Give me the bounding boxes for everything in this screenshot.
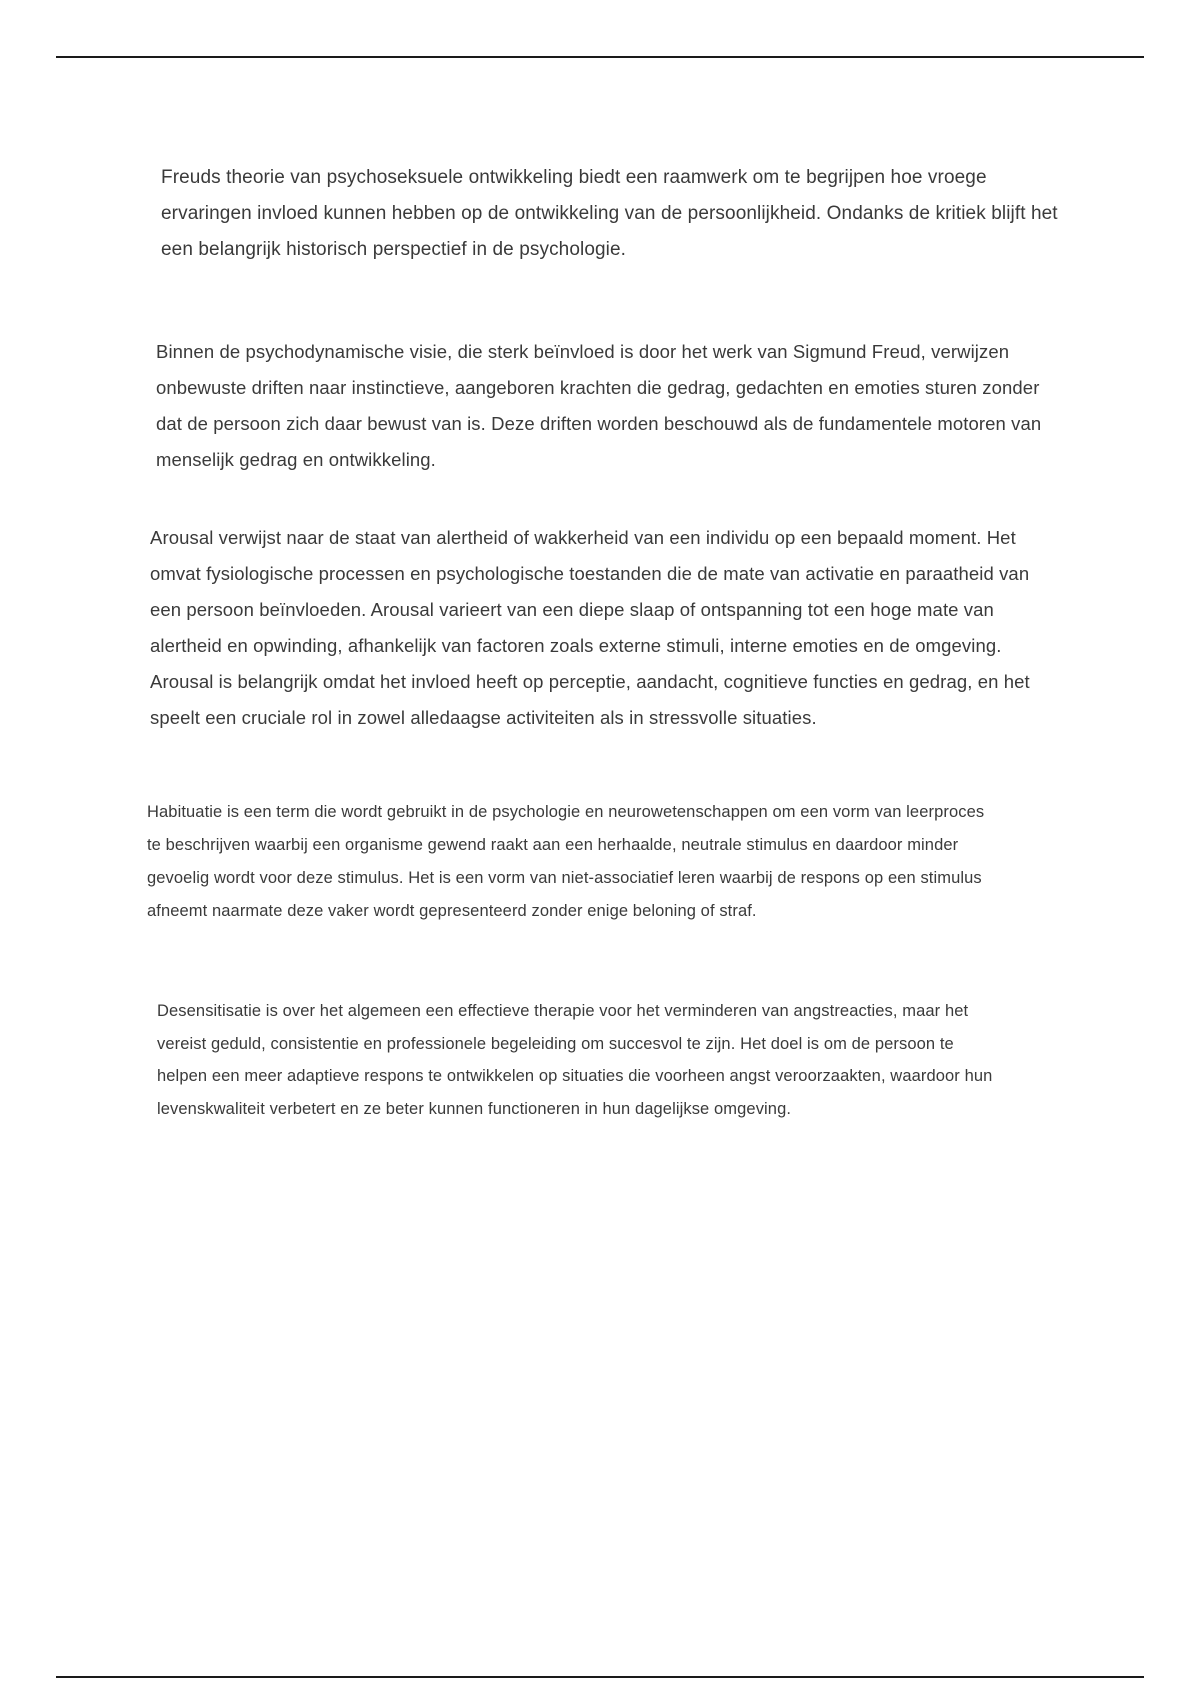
paragraph-unconscious-drives: Binnen de psychodynamische visie, die sterk beïnvloed is door het werk van Sigmund Freud, verwijzen onbewuste driften naar instinctieve, aangeboren krachten die gedrag, gedachten en emoties sturen zonder dat de persoon zich daar bewust van is. Deze driften worden beschouwd als de fundamentele motoren van menselijk gedrag en ontwikkeling. (156, 341, 1042, 470)
paragraph-desensitization: Desensitisatie is over het algemeen een effectieve therapie voor het verminderen van angstreacties, maar het vereist geduld, consistentie en professionele begeleiding om succesvol te zijn. Het doel is om de persoon te helpen een meer adaptieve respons te ontwikkelen op situaties die voorheen angst veroorzaakten, waardoor hun levenskwaliteit verbetert en ze beter kunnen functioneren in hun dagelijkse omgeving. (157, 1002, 993, 1118)
paragraph-habituation: Habituatie is een term die wordt gebruikt in de psychologie en neurowetenschappen om een vorm van leerproces te beschrijven waarbij een organisme gewend raakt aan een herhaalde, neutrale stimulus en daardoor minder gevoelig wordt voor deze stimulus. Het is een vorm van niet-associatief leren waarbij de respons op een stimulus afneemt naarmate deze vaker wordt gepresenteerd zonder enige beloning of straf. (147, 803, 985, 920)
bottom-divider (56, 1676, 1144, 1678)
top-divider (56, 56, 1144, 58)
paragraph-freud-psychosexual: Freuds theorie van psychoseksuele ontwikkeling biedt een raamwerk om te begrijpen hoe vroege ervaringen invloed kunnen hebben op de ontwikkeling van de persoonlijkheid. Ondanks de kritiek blijft het een belangrijk historisch perspectief in de psychologie. (161, 167, 1058, 260)
paragraph-arousal: Arousal verwijst naar de staat van alertheid of wakkerheid van een individu op een bepaald moment. Het omvat fysiologische processen en psychologische toestanden die de mate van activatie en paraatheid van een persoon beïnvloeden. Arousal varieert van een diepe slaap of ontspanning tot een hoge mate van alertheid en opwinding, afhankelijk van factoren zoals externe stimuli, interne emoties en de omgeving. Arousal is belangrijk omdat het invloed heeft op perceptie, aandacht, cognitieve functies en gedrag, en het speelt een cruciale rol in zowel alledaagse activiteiten als in stressvolle situaties. (150, 527, 1030, 728)
